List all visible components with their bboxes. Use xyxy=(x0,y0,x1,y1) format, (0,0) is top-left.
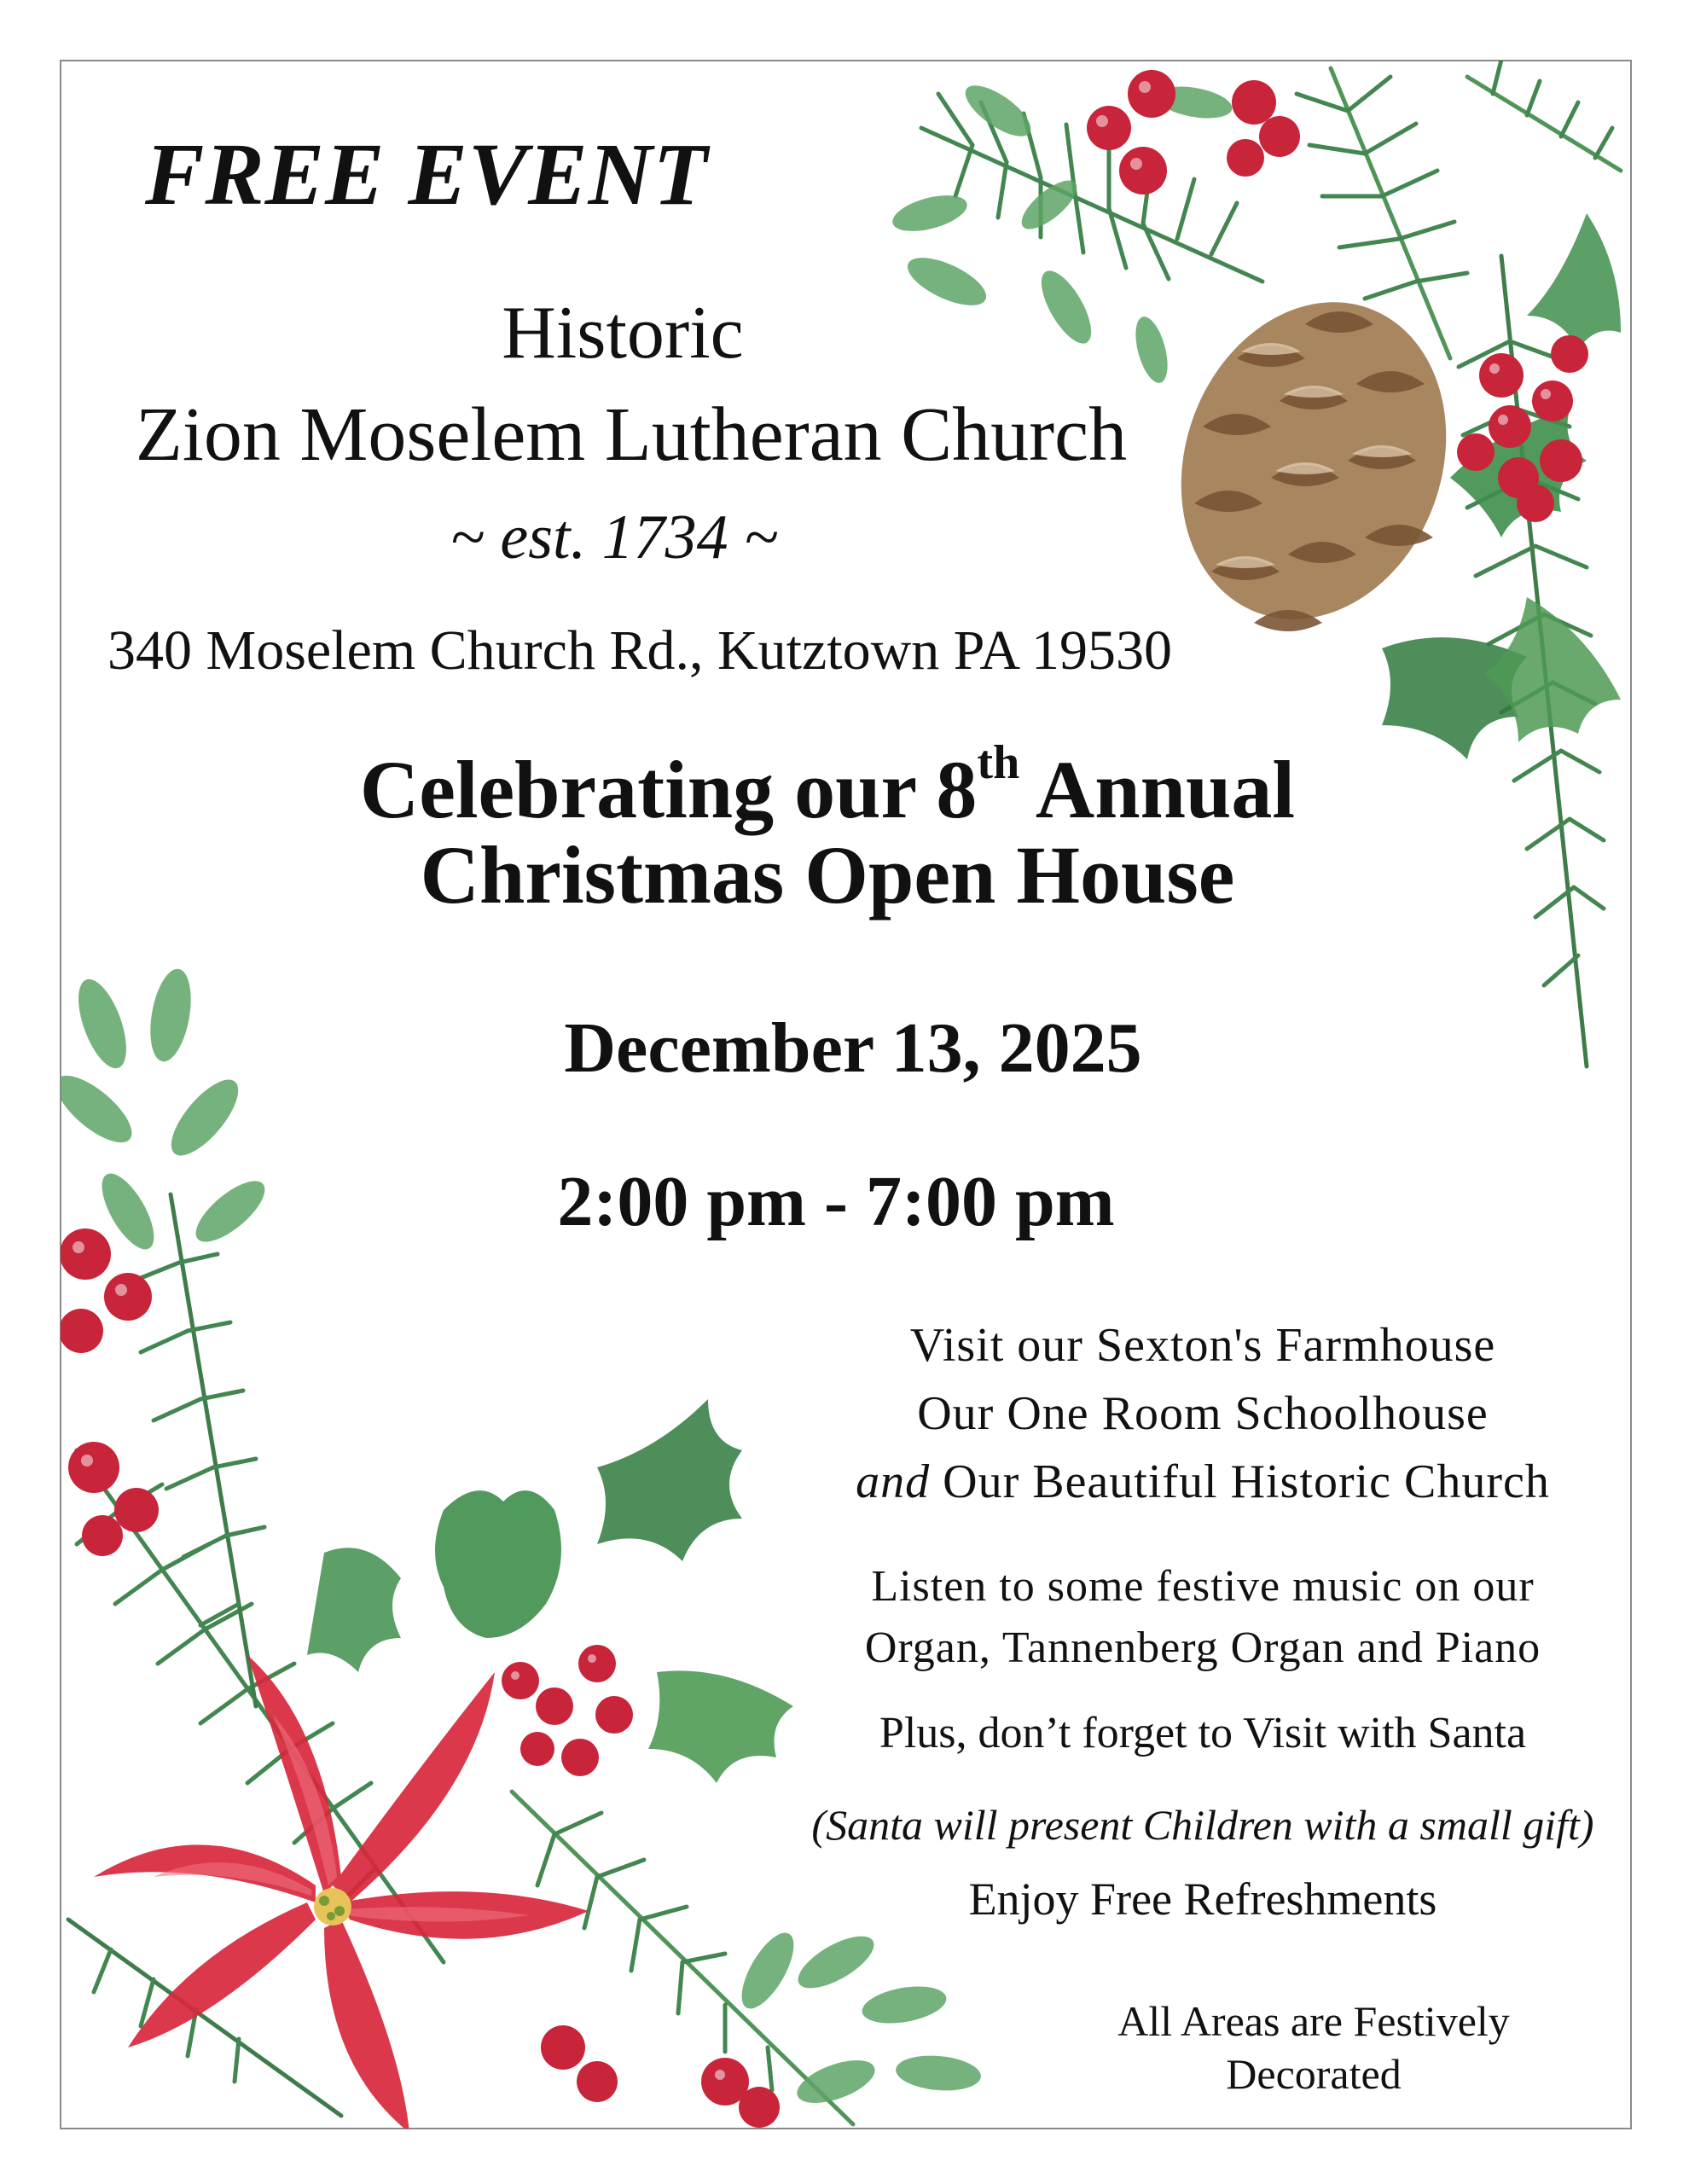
open-house-heading: Christmas Open House xyxy=(420,829,1235,921)
holly-leaves-bottom-left xyxy=(307,1399,793,1783)
church-address: 340 Moselem Church Rd., Kutztown PA 19530 xyxy=(107,619,1172,682)
event-date: December 13, 2025 xyxy=(564,1008,1142,1088)
decorated-line-1: All Areas are Festively xyxy=(1117,1997,1510,2045)
visit-church-text: Our Beautiful Historic Church xyxy=(930,1455,1550,1508)
church-name: Zion Moselem Lutheran Church xyxy=(135,392,1128,477)
leaf-sprigs-top-right xyxy=(889,76,1234,386)
event-time: 2:00 pm - 7:00 pm xyxy=(557,1162,1115,1241)
historic-label: Historic xyxy=(502,292,744,375)
established-year: ~ est. 1734 ~ xyxy=(450,502,779,572)
refreshments-note: Enjoy Free Refreshments xyxy=(968,1873,1437,1925)
music-line-1: Listen to some festive music on our xyxy=(871,1562,1535,1611)
celebrating-heading xyxy=(256,736,1399,837)
visit-and: and xyxy=(856,1455,931,1508)
free-event-heading: FREE EVENT xyxy=(145,125,709,224)
celebrating-pre: Celebrating our 8 xyxy=(359,744,978,835)
decorated-line-2: Decorated xyxy=(1226,2050,1402,2098)
visit-farmhouse: Visit our Sexton's Farmhouse xyxy=(909,1319,1496,1372)
visit-schoolhouse: Our One Room Schoolhouse xyxy=(917,1387,1489,1440)
santa-visit: Plus, don’t forget to Visit with Santa xyxy=(879,1709,1527,1757)
ordinal-suffix: th xyxy=(977,736,1020,789)
visit-church xyxy=(785,1455,1621,1509)
celebrating-post: Annual xyxy=(1019,744,1296,835)
santa-gift-note: (Santa will present Children with a small gift) xyxy=(811,1801,1594,1849)
poinsettia-flower xyxy=(94,1655,589,2133)
music-line-2: Organ, Tannenberg Organ and Piano xyxy=(864,1623,1541,1672)
